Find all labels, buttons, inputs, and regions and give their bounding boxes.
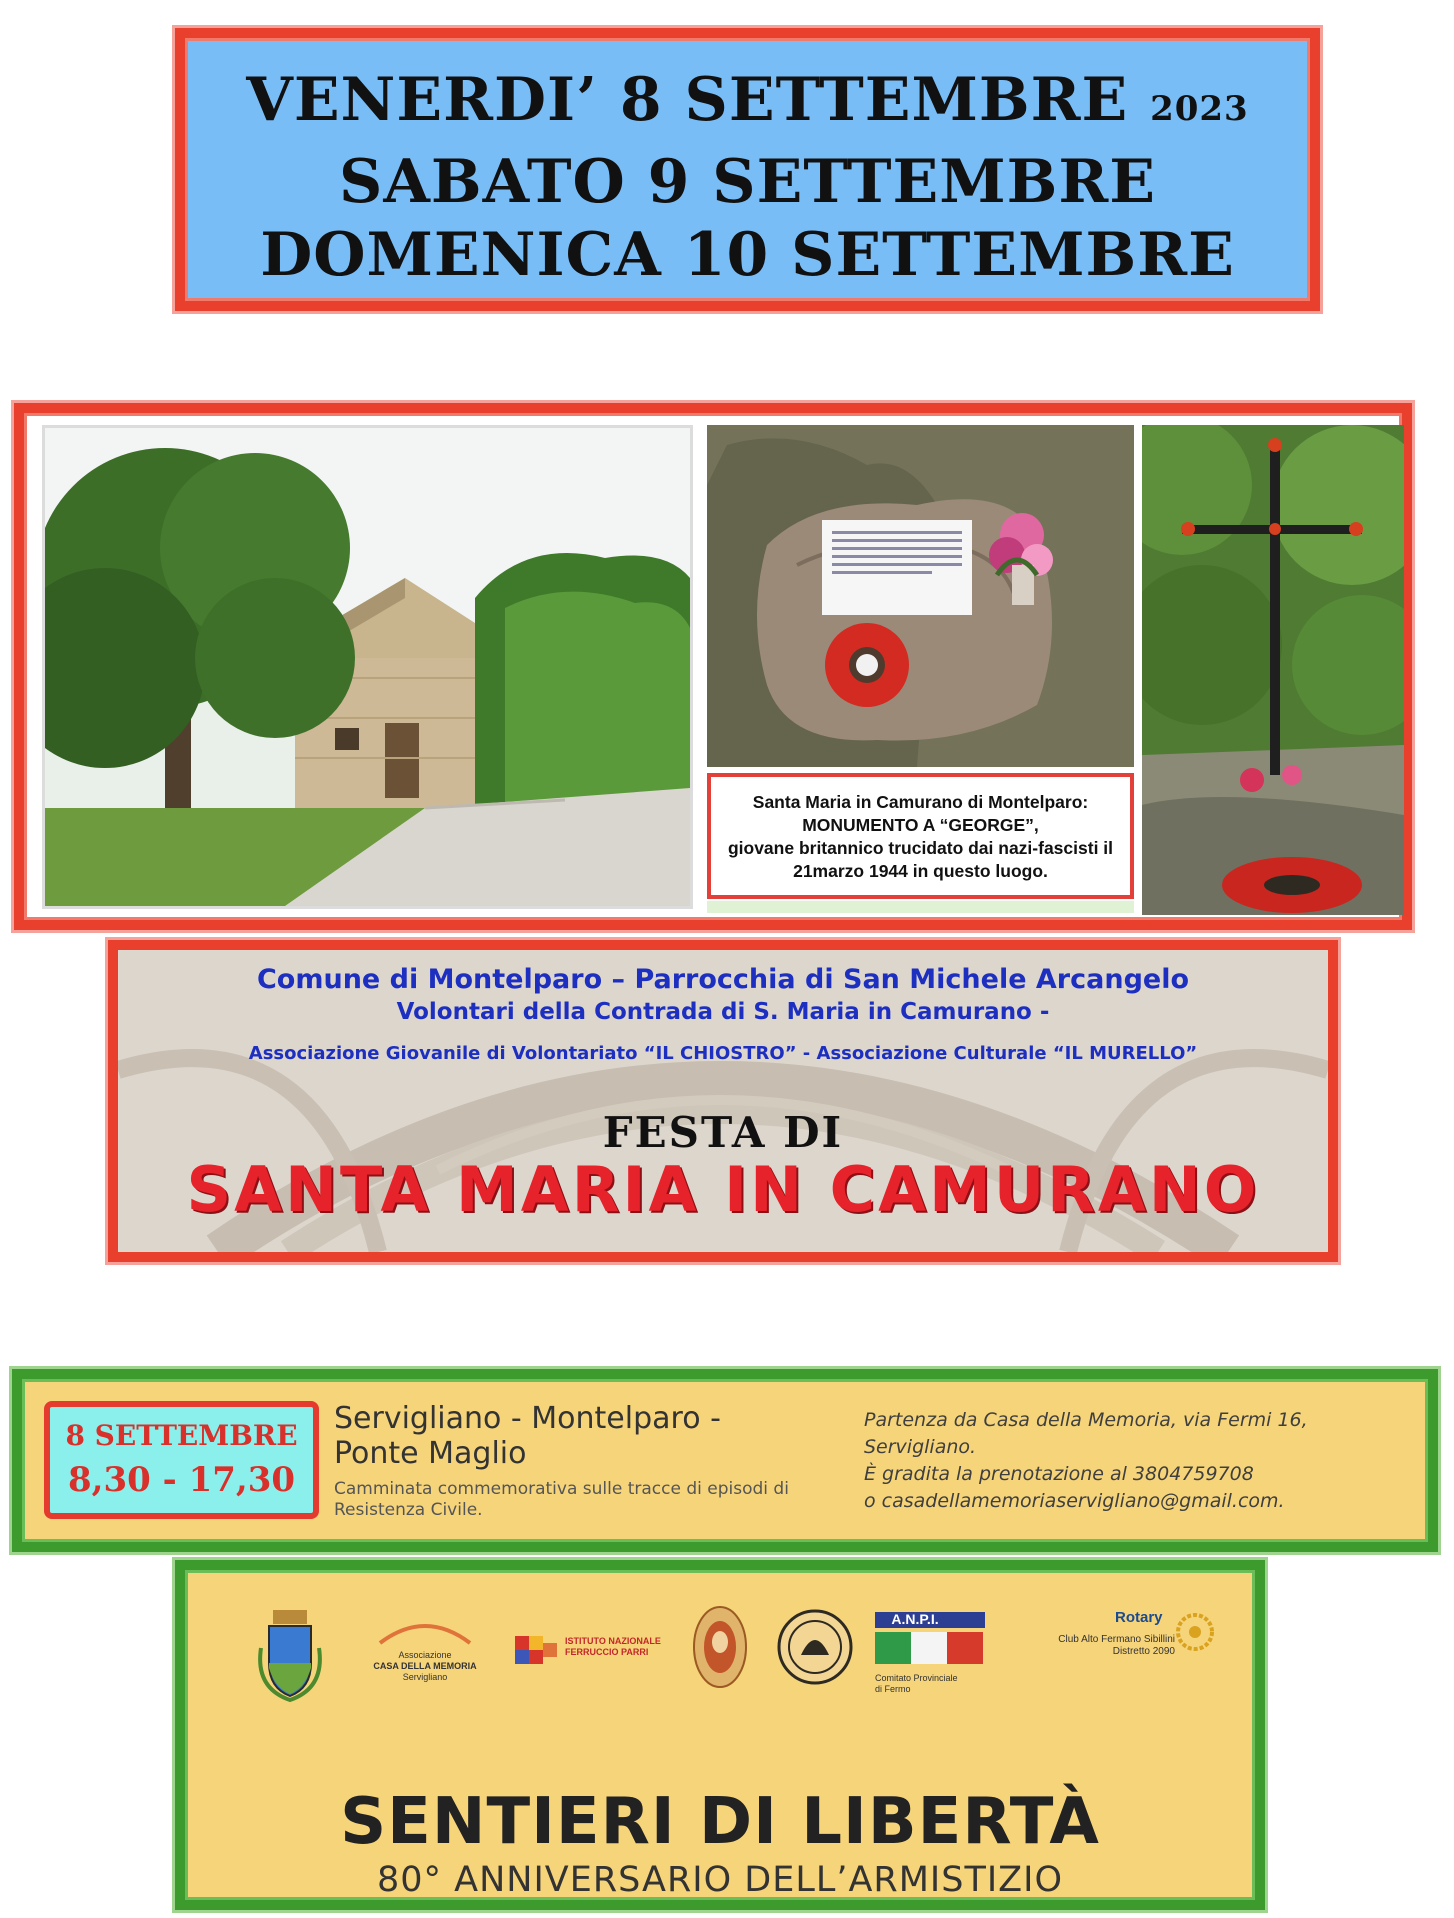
walk-info-line-3: È gradita la prenotazione al 3804759708: [864, 1463, 1254, 1485]
emblem-icon: [775, 1605, 855, 1695]
rotary-label: Rotary: [1115, 1609, 1163, 1626]
dates-banner: [175, 28, 1320, 311]
photo-strip: [14, 403, 1412, 930]
organizer-line-1: Comune di Montelparo – Parrocchia di San Michele Arcangelo: [256, 964, 1190, 995]
casa-della-memoria-logo: [355, 1615, 495, 1683]
anpi-flag-icon: [875, 1628, 985, 1668]
parri-flag-icon: [515, 1632, 565, 1672]
walk-time: 8,30 - 17,30: [67, 1460, 296, 1500]
walk-info-line-2: Servigliano.: [864, 1436, 977, 1458]
walk-info: [864, 1407, 1424, 1515]
festa-title: FESTA DI: [602, 1108, 844, 1157]
casa-della-memoria-arch-icon: [355, 1615, 495, 1645]
monument-caption: [707, 773, 1134, 899]
anpi-label: A.N.P.I.: [891, 1611, 939, 1627]
walk-info-line-1: Partenza da Casa della Memoria, via Fermi 16,: [864, 1409, 1308, 1431]
walk-route-title: Servigliano - Montelparo - Ponte Maglio: [334, 1401, 721, 1471]
caption-line-1: Santa Maria in Camurano di Montelparo:: [752, 792, 1089, 812]
caption-strip: [707, 901, 1134, 913]
monument-photo: [707, 425, 1134, 767]
date-line-friday: [185, 64, 1310, 146]
caption-line-3: giovane britannico trucidato dai nazi-fascisti il: [727, 838, 1114, 858]
rotary-wheel-icon: [1175, 1612, 1215, 1652]
comune-crest-icon: [255, 1608, 325, 1708]
date-saturday: SABATO 9 SETTEMBRE: [339, 147, 1156, 217]
walk-date-box: [44, 1401, 319, 1519]
date-year: 2023: [1150, 89, 1249, 129]
festa-panel: [108, 940, 1338, 1262]
parri-label-1: ISTITUTO NAZIONALE: [565, 1636, 661, 1646]
walk-info-line-4: o casadellamemoriaservigliano@gmail.com.: [864, 1490, 1285, 1512]
organizer-line-2: Volontari della Contrada di S. Maria in Camurano -: [396, 999, 1050, 1025]
casa-memoria-label-1: Associazione: [398, 1650, 452, 1660]
walk-event-panel: [12, 1369, 1438, 1552]
anpi-logo: [875, 1612, 985, 1695]
rotary-club-label: Club Alto Fermano Sibillini: [1058, 1634, 1175, 1645]
walk-date: 8 SETTEMBRE: [65, 1419, 298, 1452]
seal-icon: [690, 1602, 750, 1702]
date-sunday: DOMENICA 10 SETTEMBRE: [260, 220, 1235, 290]
church-photo: [42, 425, 693, 909]
parri-label-2: FERRUCCIO PARRI: [565, 1647, 649, 1657]
organizer-line-3: Associazione Giovanile di Volontariato “IL CHIOSTRO” - Associazione Culturale “IL MURELLO”: [248, 1043, 1198, 1064]
caption-line-4: 21marzo 1944 in questo luogo.: [793, 861, 1048, 881]
cross-photo: [1142, 425, 1404, 915]
walk-description: Camminata commemorativa sulle tracce di episodi di Resistenza Civile.: [334, 1479, 789, 1520]
rotary-district-label: Distretto 2090: [1112, 1646, 1175, 1657]
anpi-city-label: di Fermo: [875, 1684, 911, 1694]
festa-name: SANTA MARIA IN CAMURANO: [186, 1153, 1260, 1226]
casa-memoria-label-2: CASA DELLA MEMORIA: [373, 1661, 477, 1671]
date-friday: VENERDI’ 8 SETTEMBRE: [246, 65, 1129, 135]
caption-line-2: MONUMENTO A “GEORGE”,: [802, 815, 1039, 835]
sentieri-title: SENTIERI DI LIBERTÀ: [340, 1785, 1100, 1859]
sentieri-subtitle: 80° ANNIVERSARIO DELL’ARMISTIZIO: [376, 1860, 1064, 1900]
sentieri-panel: [175, 1560, 1265, 1910]
anpi-committee-label: Comitato Provinciale: [875, 1673, 958, 1683]
casa-memoria-label-3: Servigliano: [402, 1672, 448, 1682]
